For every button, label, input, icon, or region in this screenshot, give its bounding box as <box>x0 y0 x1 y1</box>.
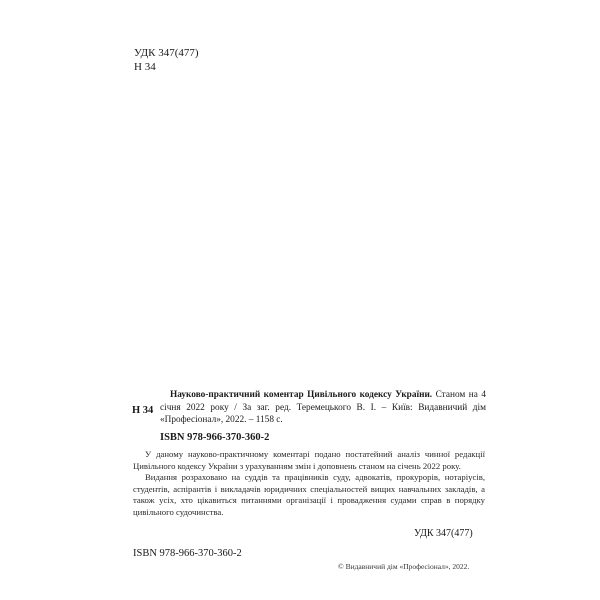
annotation <box>133 449 485 519</box>
catalog-isbn: ISBN 978-966-370-360-2 <box>160 432 270 443</box>
udk-header <box>134 46 199 74</box>
udk-code: УДК 347(477) <box>134 47 199 59</box>
copyright-notice: © Видавничий дім «Професіонал», 2022. <box>338 562 470 571</box>
bibliographic-description <box>160 389 486 427</box>
author-mark-code: Н 34 <box>134 61 156 73</box>
footer-udk: УДК 347(477) <box>414 528 473 539</box>
footer-isbn: ISBN 978-966-370-360-2 <box>133 548 242 559</box>
book-imprint-details: Станом на 4 січня 2022 року / За заг. ред. Теремецького В. І. – Київ: Видавничий дім «Професіонал», 2022. – 1158 с. <box>160 390 486 425</box>
annotation-paragraph-2: Видання розраховано на суддів та працівників суду, адвокатів, прокурорів, нотаріусів, студентів, аспірантів і викладачів юридичних спеціальностей вищих навчальних закладів, а також усіх, хто цікавиться питаннями організації і провадження судами справ в порядку цивільного судочинства. <box>133 472 485 517</box>
book-title: Науково-практичний коментар Цивільного кодексу України. <box>170 390 433 400</box>
catalog-author-mark: Н 34 <box>132 405 154 416</box>
annotation-paragraph-1: У даному науково-практичному коментарі подано постатейний аналіз чинної редакції Цивільного кодексу України з урахуванням змін і доповнень станом на січень 2022 року. <box>133 449 485 471</box>
